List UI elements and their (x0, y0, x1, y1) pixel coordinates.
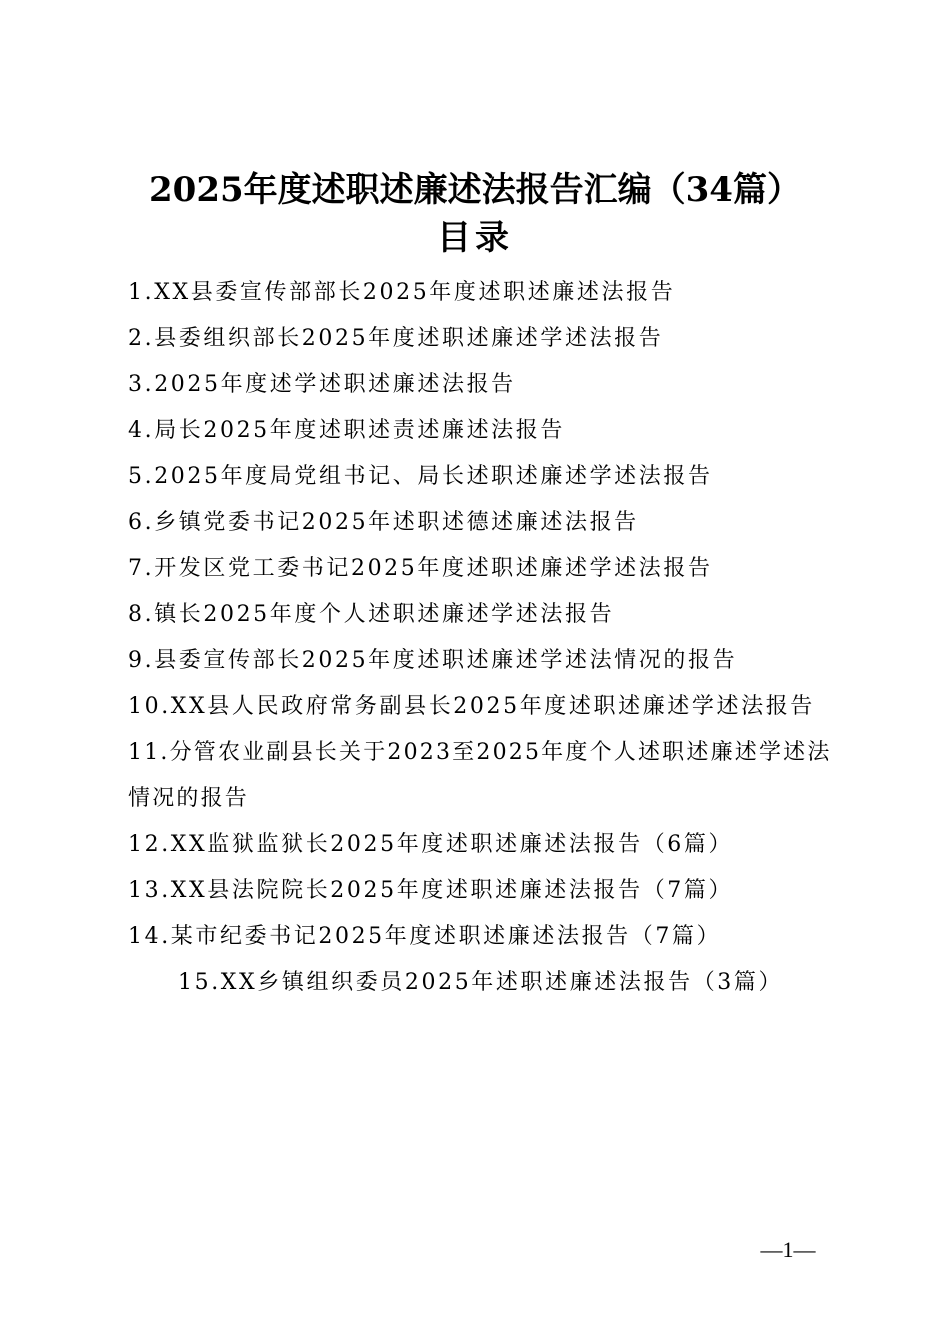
toc-item-15[interactable]: 15.XX乡镇组织委员2025年述职述廉述法报告（3篇） (178, 970, 784, 995)
page-number: —1— (760, 1237, 816, 1262)
toc-item-13[interactable]: 13.XX县法院院长2025年度述职述廉述法报告（7篇） (128, 878, 734, 903)
toc-item-14[interactable]: 14.某市纪委书记2025年度述职述廉述法报告（7篇） (128, 924, 722, 949)
toc-item-7[interactable]: 7.开发区党工委书记2025年度述职述廉述学述法报告 (128, 556, 713, 581)
toc-item-10[interactable]: 10.XX县人民政府常务副县长2025年度述职述廉述学述法报告 (128, 694, 815, 719)
toc-item-11[interactable]: 11.分管农业副县长关于2023至2025年度个人述职述廉述学述法情况的报告 (128, 740, 832, 811)
document-title: 2025年度述职述廉述法报告汇编（34篇） (149, 170, 801, 210)
toc-item-6[interactable]: 6.乡镇党委书记2025年述职述德述廉述法报告 (128, 510, 639, 535)
toc-item-4[interactable]: 4.局长2025年度述职述责述廉述法报告 (128, 418, 565, 443)
toc-item-1[interactable]: 1.XX县委宣传部部长2025年度述职述廉述法报告 (128, 280, 676, 305)
toc-item-8[interactable]: 8.镇长2025年度个人述职述廉述学述法报告 (128, 602, 615, 627)
table-of-contents (128, 270, 838, 1006)
toc-item-5[interactable]: 5.2025年度局党组书记、局长述职述廉述学述法报告 (128, 464, 713, 489)
toc-item-12[interactable]: 12.XX监狱监狱长2025年度述职述廉述法报告（6篇） (128, 832, 734, 857)
toc-item-9[interactable]: 9.县委宣传部长2025年度述职述廉述学述法情况的报告 (128, 648, 738, 673)
toc-item-3[interactable]: 3.2025年度述学述职述廉述法报告 (128, 372, 516, 397)
toc-item-2[interactable]: 2.县委组织部长2025年度述职述廉述学述法报告 (128, 326, 664, 351)
toc-heading: 目录 (437, 218, 513, 258)
